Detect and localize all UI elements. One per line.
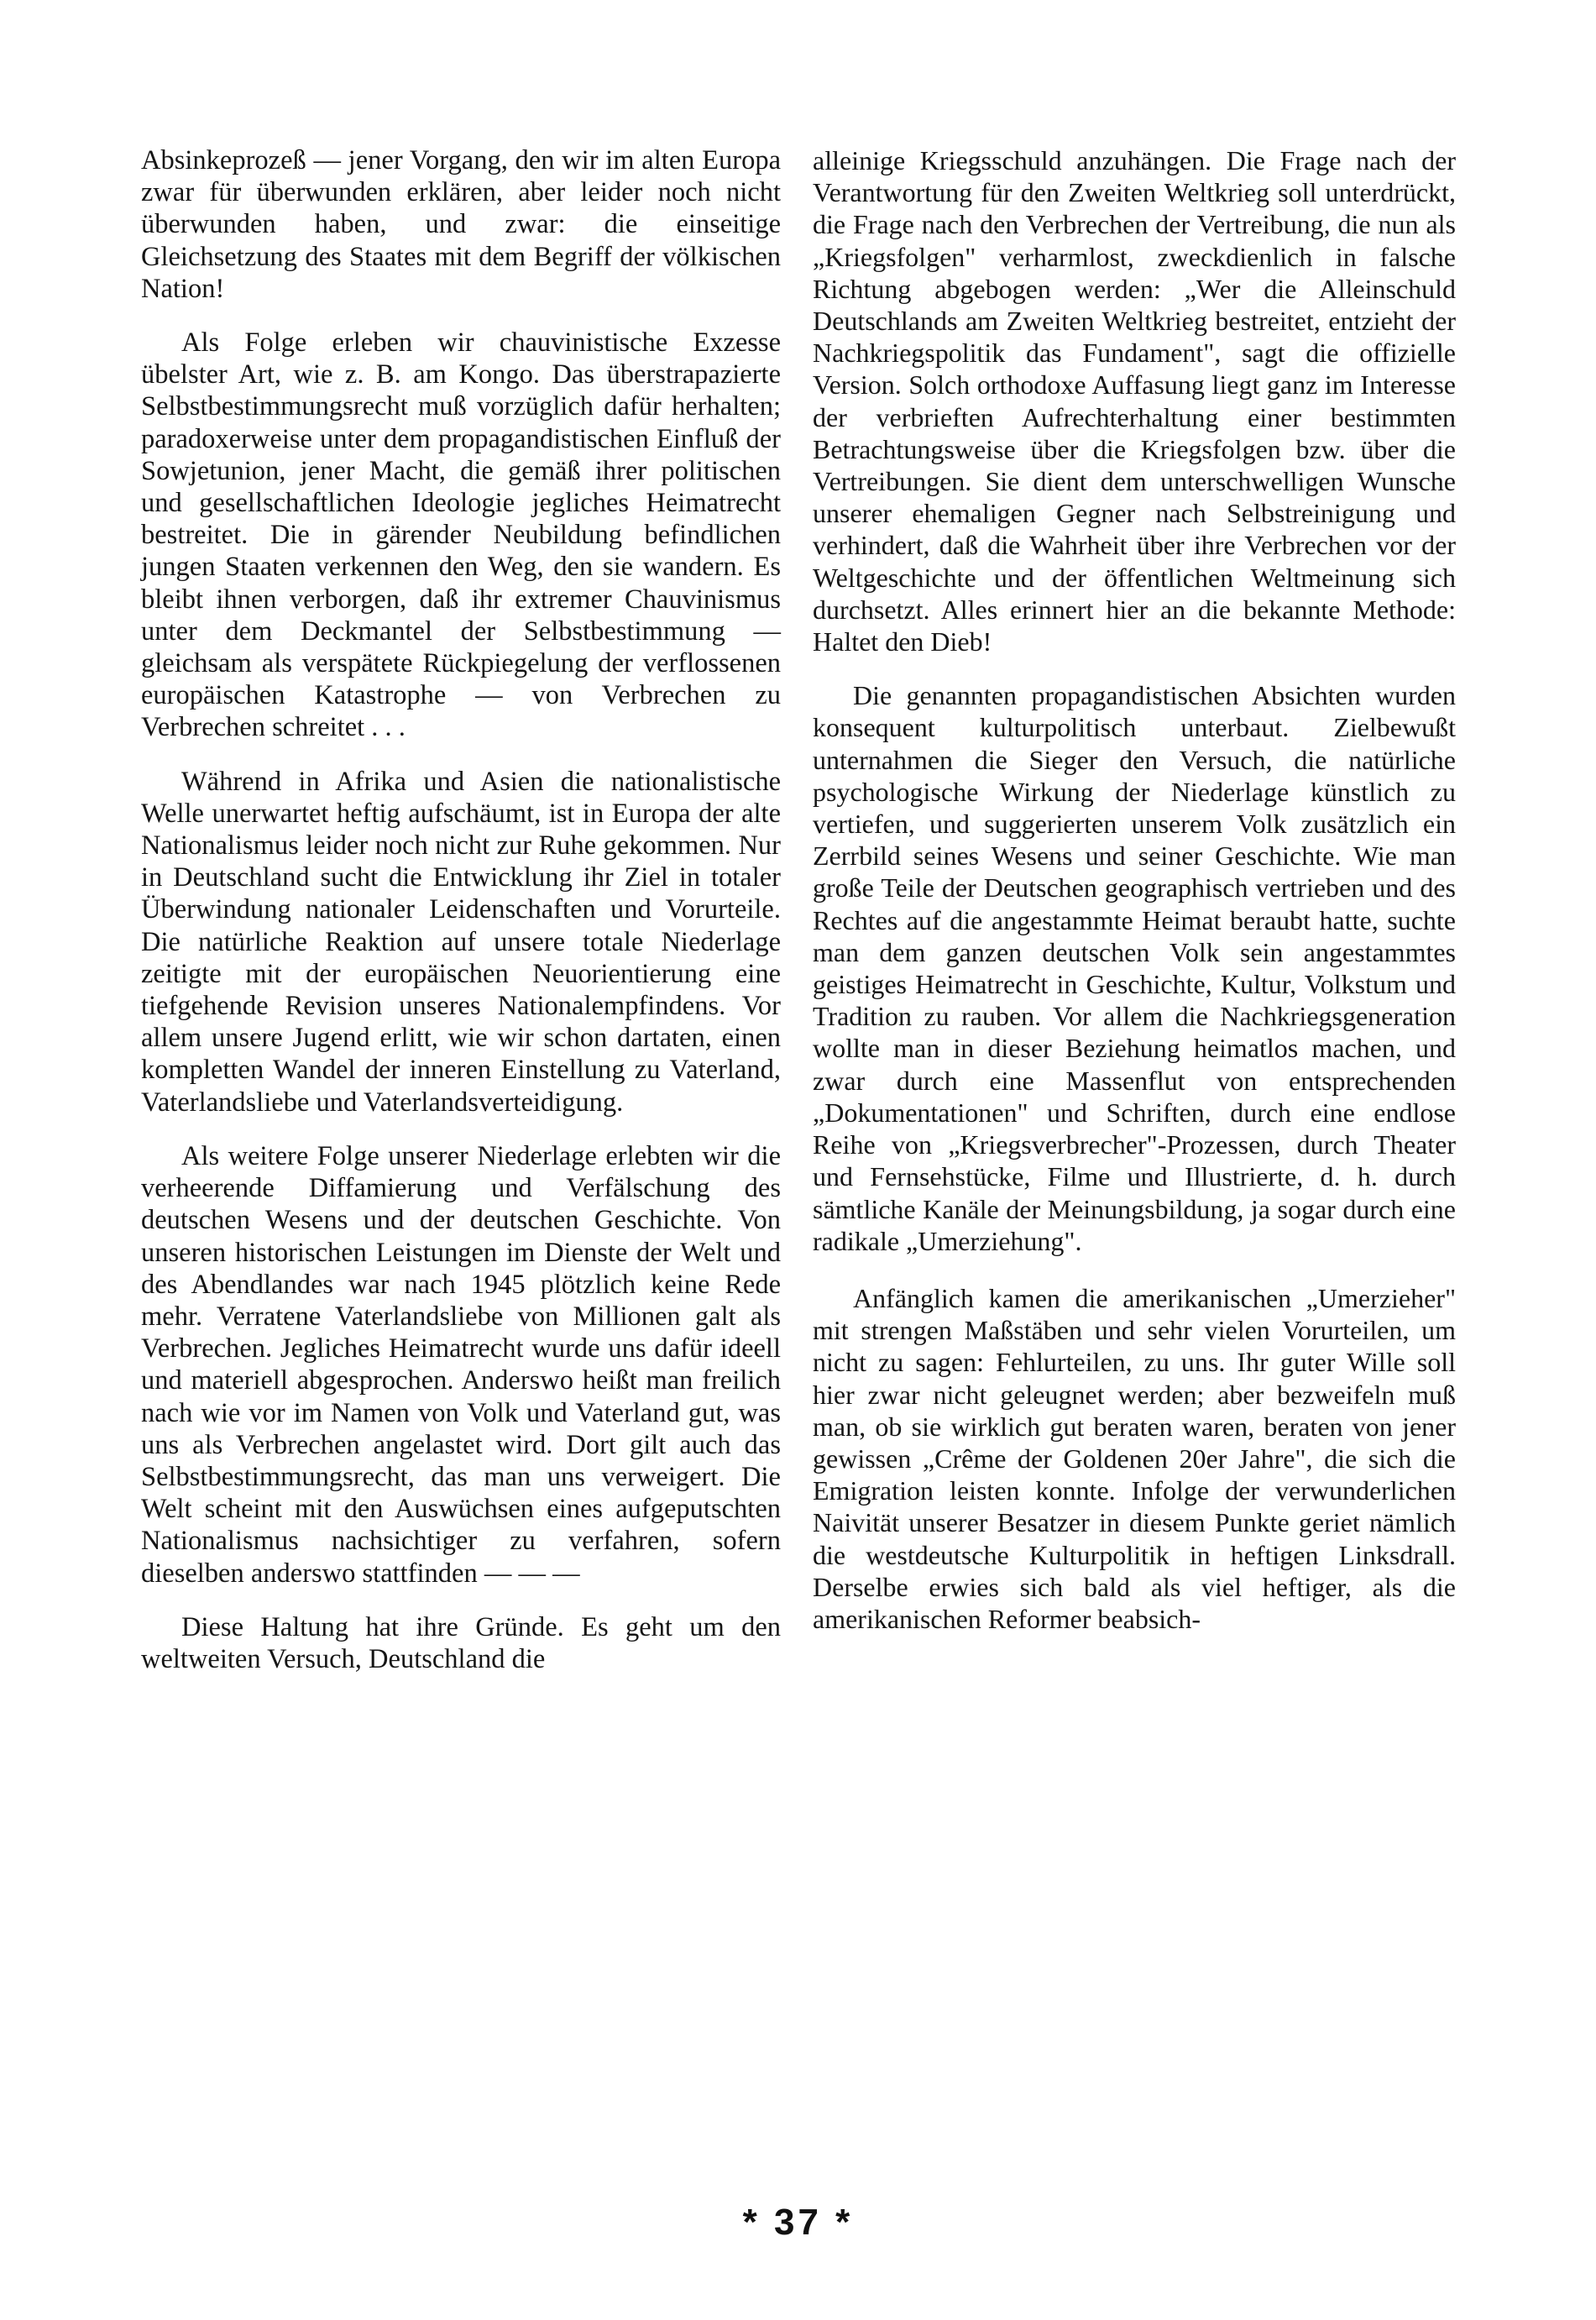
- right-column: [813, 144, 1456, 1657]
- paragraph: alleinige Kriegsschuld anzuhängen. Die Frage nach der Verantwortung für den Zweiten Weltkrieg soll unterdrückt, die Frage nach den Verbrechen der Vertreibung, die nun als „Kriegsfolgen" verharmlost, zweckdienlich in falsche Richtung abgebogen werden: „Wer die Alleinschuld Deutschlands am Zweiten Weltkrieg bestreitet, entzieht der Nachkriegspolitik das Fundament", sagt die offizielle Version. Solch orthodoxe Auffasung liegt ganz im Interesse der verbrieften Aufrechterhaltung einer bestimmten Betrachtungsweise über die Kriegsfolgen bzw. über die Vertreibungen. Sie dient dem unterschwelligen Wunsche unserer ehemaligen Gegner nach Selbstreinigung und verhindert, daß die Wahrheit über ihre Verbrechen vor der Weltgeschichte und der öffentlichen Weltmeinung sich durchsetzt. Alles erinnert hier an die bekannte Methode: Haltet den Dieb!: [813, 145, 1456, 657]
- paragraph: Absinkeprozeß — jener Vorgang, den wir im alten Europa zwar für überwunden erklären, aber leider noch nicht überwunden haben, und zwar: die einseitige Gleichsetzung des Staates mit dem Begriff der völkischen Nation!: [141, 145, 781, 304]
- paragraph: Als Folge erleben wir chauvinistische Exzesse übelster Art, wie z. B. am Kongo. Das überstrapazierte Selbstbestimmungsrecht muß vorzüglich dafür herhalten; paradoxerweise unter dem propagandistischen Einfluß der Sowjetunion, jener Macht, die gemäß ihrer politischen und gesellschaftlichen Ideologie jegliches Heimatrecht bestreitet. Die in gärender Neubildung befindlichen jungen Staaten verkennen den Weg, den sie wandern. Es bleibt ihnen verborgen, daß ihr extremer Chauvinismus unter dem Deckmantel der Selbstbestimmung — gleichsam als verspätete Rückpiegelung der verflossenen europäischen Katastrophe — von Verbrechen zu Verbrechen schreitet . . .: [141, 327, 781, 743]
- paragraph: Die genannten propagandistischen Absichten wurden konsequent kulturpolitisch unterbaut. Zielbewußt unternahmen die Sieger den Versuch, die natürliche psychologische Wirkung der Niederlage künstlich zu vertiefen, und suggerierten unserem Volk zusätzlich ein Zerrbild seines Wesens und seiner Geschichte. Wie man große Teile der Deutschen geographisch vertrieben und des Rechtes auf die angestammte Heimat beraubt hatte, suchte man dem ganzen deutschen Volk sein angestammtes geistiges Heimatrecht in Geschichte, Kultur, Volkstum und Tradition zu rauben. Vor allem die Nachkriegsgeneration wollte man in dieser Beziehung heimatlos machen, und zwar durch eine Massenflut von entsprechenden „Dokumentationen" und Schriften, durch eine endlose Reihe von „Kriegsverbrecher"-Prozessen, durch Theater und Fernsehstücke, Filme und Illustrierte, d. h. durch sämtliche Kanäle der Meinungsbildung, ja sogar durch eine radikale „Umerziehung".: [813, 680, 1456, 1256]
- paragraph: Während in Afrika und Asien die nationalistische Welle unerwartet heftig aufschäumt, ist in Europa der alte Nationalismus leider noch nicht zur Ruhe gekommen. Nur in Deutschland sucht die Entwicklung ihr Ziel in totaler Überwindung nationaler Leidenschaften und Vorurteile. Die natürliche Reaktion auf unsere totale Niederlage zeitigte mit der europäischen Neuorientierung eine tiefgehende Revision unseres Nationalempfindens. Vor allem unsere Jugend erlitt, wie wir schon dartaten, einen kompletten Wandel der inneren Einstellung zu Vaterland, Vaterlandsliebe und Vaterlandsverteidigung.: [141, 766, 781, 1118]
- paragraph: Als weitere Folge unserer Niederlage erlebten wir die verheerende Diffamierung und Verfälschung des deutschen Wesens und der deutschen Geschichte. Von unseren historischen Leistungen im Dienste der Welt und des Abendlandes war nach 1945 plötzlich keine Rede mehr. Verratene Vaterlandsliebe von Millionen galt als Verbrechen. Jegliches Heimatrecht wurde uns dafür ideell und materiell abgesprochen. Anderswo heißt man freilich nach wie vor im Namen von Volk und Vaterland gut, was uns als Verbrechen angelastet wird. Dort gilt auch das Selbstbestimmungsrecht, das man uns verweigert. Die Welt scheint mit den Auswüchsen eines aufgeputschten Nationalismus nachsichtiger zu verfahren, sofern dieselben anderswo stattfinden — — —: [141, 1140, 781, 1589]
- paragraph: Diese Haltung hat ihre Gründe. Es geht um den weltweiten Versuch, Deutschland die: [141, 1611, 781, 1674]
- page-number: * 37 *: [742, 2202, 854, 2243]
- left-column: [141, 144, 781, 1697]
- paragraph: Anfänglich kamen die amerikanischen „Umerzieher" mit strengen Maßstäben und sehr vielen Vorurteilen, um nicht zu sagen: Fehlurteilen, zu uns. Ihr guter Wille soll hier zwar nicht geleugnet werden; aber bezweifeln muß man, ob sie wirklich gut beraten waren, beraten von jener gewissen „Crême der Goldenen 20er Jahre", die sich die Emigration leisten konnte. Infolge der verwunderlichen Naivität unserer Besatzer in diesem Punkte geriet nämlich die westdeutsche Kulturpolitik in heftigen Linksdrall. Derselbe erwies sich bald als viel heftiger, als die amerikanischen Reformer beabsich-: [813, 1282, 1456, 1634]
